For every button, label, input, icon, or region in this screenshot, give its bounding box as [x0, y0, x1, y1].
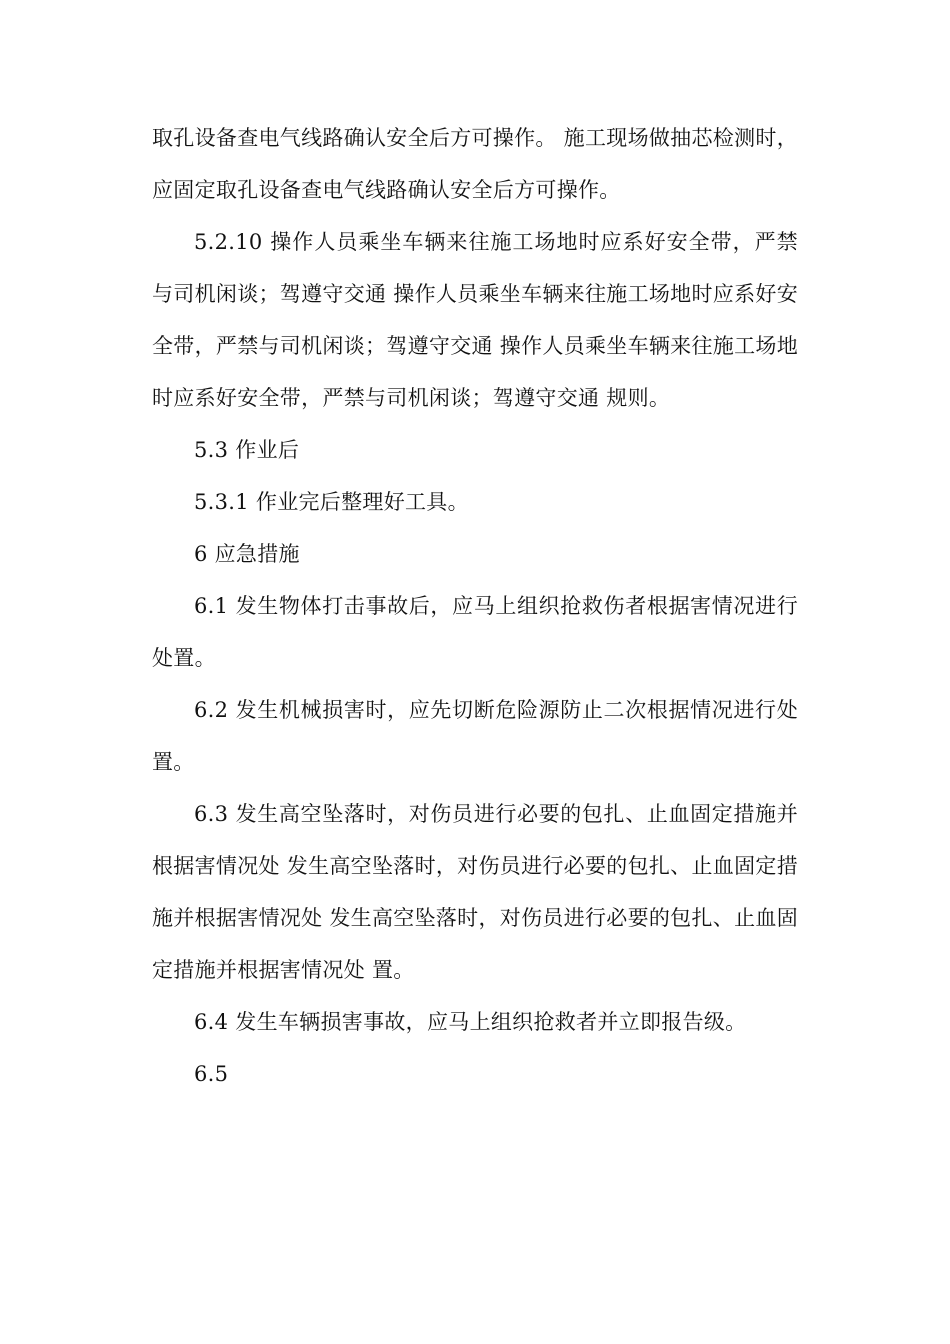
paragraph-6-1: 6.1 发生物体打击事故后，应马上组织抢救伤者根据害情况进行处置。 [152, 594, 798, 670]
paragraph-6-2: 6.2 发生机械损害时，应先切断危险源防止二次根据情况进行处置。 [152, 698, 798, 774]
paragraph-6-3: 6.3 发生高空坠落时，对伤员进行必要的包扎、止血固定措施并根据害情况处 发生高空坠落时，对伤员进行必要的包扎、止血固定措施并根据害情况处 发生高空坠落时，对伤员进行必要的包扎、止血固定措施并根据害情况处 置。 [152, 802, 798, 982]
paragraph-continuation: 取孔设备查电气线路确认安全后方可操作。 施工现场做抽芯检测时，应固定取孔设备查电气线路确认安全后方可操作。 [152, 126, 798, 202]
paragraph-5-2-10: 5.2.10 操作人员乘坐车辆来往施工场地时应系好安全带，严禁与司机闲谈；驾遵守交通 操作人员乘坐车辆来往施工场地时应系好安全带，严禁与司机闲谈；驾遵守交通 操作人员乘坐车辆来往施工场地时应系好安全带，严禁与司机闲谈；驾遵守交通 规则。 [152, 230, 798, 410]
section-heading-5-3: 5.3 作业后 [194, 438, 300, 462]
paragraph-6-4: 6.4 发生车辆损害事故，应马上组织抢救者并立即报告级。 [194, 1010, 747, 1034]
document-body [152, 112, 798, 1100]
paragraph-5-3-1: 5.3.1 作业完后整理好工具。 [194, 490, 469, 514]
section-heading-6: 6 应急措施 [194, 542, 300, 566]
paragraph-6-5: 6.5 [194, 1062, 229, 1086]
